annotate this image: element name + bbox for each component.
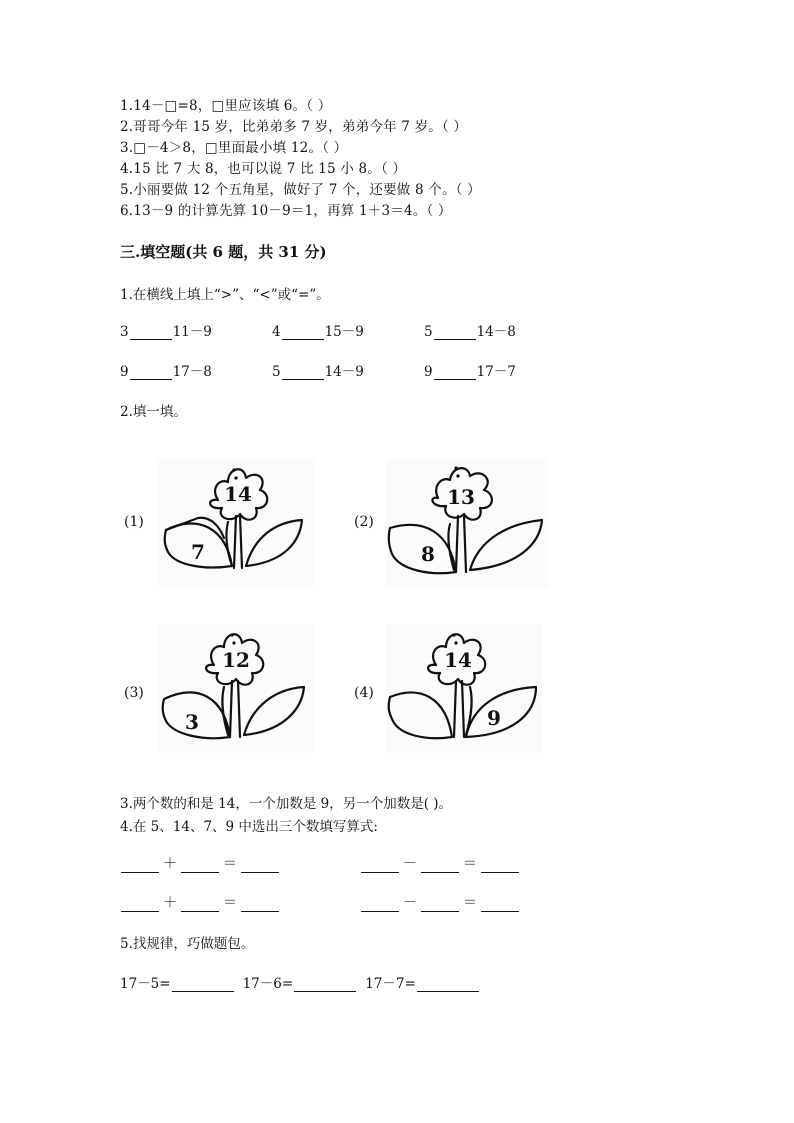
compare-right: 15－9 bbox=[324, 324, 364, 340]
compare-item-5 bbox=[272, 360, 364, 380]
tf-question-4: 4.15 比 7 大 8，也可以说 7 比 15 小 8。（ ） bbox=[120, 161, 407, 177]
answer-blank[interactable] bbox=[241, 897, 279, 912]
q2-title: 2.填一填。 bbox=[120, 404, 187, 420]
equation-plus-1 bbox=[120, 853, 280, 873]
pattern-item-1 bbox=[120, 972, 235, 992]
compare-right: 11－9 bbox=[172, 324, 212, 340]
flower-label-3: (3) bbox=[124, 685, 144, 701]
answer-blank[interactable] bbox=[241, 858, 279, 873]
flower-top-number: 13 bbox=[447, 485, 475, 509]
pattern-row bbox=[120, 972, 488, 992]
answer-blank[interactable] bbox=[294, 977, 356, 992]
answer-blank[interactable] bbox=[434, 325, 476, 340]
flower-top-number: 14 bbox=[444, 648, 472, 672]
equals-sign: ＝ bbox=[223, 856, 237, 872]
tf-question-3: 3.□－4＞8，□里面最小填 12。（ ） bbox=[120, 140, 348, 156]
equals-sign: ＝ bbox=[463, 856, 477, 872]
minus-sign: － bbox=[403, 895, 417, 911]
section-title: 三.填空题(共 6 题，共 31 分) bbox=[120, 243, 327, 261]
compare-left: 9 bbox=[120, 364, 129, 380]
answer-blank[interactable] bbox=[481, 897, 519, 912]
minus-sign: － bbox=[403, 856, 417, 872]
pattern-expression: 17－5= bbox=[120, 976, 171, 992]
pattern-item-2 bbox=[243, 972, 358, 992]
q3-text: 3.两个数的和是 14，一个加数是 9，另一个加数是( )。 bbox=[120, 796, 453, 812]
compare-right: 14－9 bbox=[324, 364, 364, 380]
compare-item-1 bbox=[120, 320, 212, 340]
answer-blank[interactable] bbox=[421, 858, 459, 873]
compare-item-4 bbox=[120, 360, 212, 380]
plus-sign: ＋ bbox=[163, 856, 177, 872]
equals-sign: ＝ bbox=[463, 895, 477, 911]
compare-left: 9 bbox=[424, 364, 433, 380]
compare-right: 17－7 bbox=[476, 364, 516, 380]
flower-picture-1 bbox=[158, 458, 314, 586]
flower-picture-4 bbox=[386, 625, 542, 753]
q4-title: 4.在 5、14、7、9 中选出三个数填写算式: bbox=[120, 819, 378, 835]
compare-left: 3 bbox=[120, 324, 129, 340]
flower-top-number: 12 bbox=[222, 648, 250, 672]
flower-leaf-number: 9 bbox=[487, 706, 501, 730]
compare-item-2 bbox=[272, 320, 364, 340]
answer-blank[interactable] bbox=[481, 858, 519, 873]
answer-blank[interactable] bbox=[282, 365, 324, 380]
compare-left: 5 bbox=[272, 364, 281, 380]
tf-question-6: 6.13－9 的计算先算 10－9＝1，再算 1＋3＝4。（ ） bbox=[120, 203, 452, 219]
flower-leaf-number: 8 bbox=[421, 542, 435, 566]
compare-item-3 bbox=[424, 320, 516, 340]
answer-blank[interactable] bbox=[121, 897, 159, 912]
pattern-item-3 bbox=[365, 972, 480, 992]
answer-blank[interactable] bbox=[181, 897, 219, 912]
plus-sign: ＋ bbox=[163, 895, 177, 911]
flower-picture-3 bbox=[158, 625, 314, 753]
pattern-expression: 17－7= bbox=[365, 976, 416, 992]
flower-leaf-number: 7 bbox=[191, 540, 205, 564]
compare-right: 14－8 bbox=[476, 324, 516, 340]
answer-blank[interactable] bbox=[361, 858, 399, 873]
flower-leaf-number: 3 bbox=[185, 710, 199, 734]
equation-minus-2 bbox=[360, 892, 520, 912]
tf-question-5: 5.小丽要做 12 个五角星，做好了 7 个，还要做 8 个。（ ） bbox=[120, 182, 481, 198]
answer-blank[interactable] bbox=[434, 365, 476, 380]
compare-left: 4 bbox=[272, 324, 281, 340]
flower-top-number: 14 bbox=[224, 482, 252, 506]
answer-blank[interactable] bbox=[282, 325, 324, 340]
flower-picture-2 bbox=[386, 458, 548, 588]
answer-blank[interactable] bbox=[361, 897, 399, 912]
flower-label-4: (4) bbox=[354, 685, 374, 701]
tf-question-2: 2.哥哥今年 15 岁，比弟弟多 7 岁，弟弟今年 7 岁。（ ） bbox=[120, 119, 468, 135]
compare-right: 17－8 bbox=[172, 364, 212, 380]
q5-title: 5.找规律，巧做题包。 bbox=[120, 936, 255, 952]
answer-blank[interactable] bbox=[181, 858, 219, 873]
answer-blank[interactable] bbox=[130, 325, 172, 340]
flower-label-1: (1) bbox=[124, 514, 144, 530]
flower-label-2: (2) bbox=[354, 514, 374, 530]
answer-blank[interactable] bbox=[421, 897, 459, 912]
pattern-expression: 17－6= bbox=[242, 976, 294, 992]
compare-item-6 bbox=[424, 360, 516, 380]
equation-minus-1 bbox=[360, 853, 520, 873]
equation-plus-2 bbox=[120, 892, 280, 912]
tf-question-1: 1.14－□=8，□里应该填 6。（ ） bbox=[120, 98, 332, 114]
compare-left: 5 bbox=[424, 324, 433, 340]
equals-sign: ＝ bbox=[223, 895, 237, 911]
answer-blank[interactable] bbox=[417, 977, 479, 992]
answer-blank[interactable] bbox=[121, 858, 159, 873]
answer-blank[interactable] bbox=[172, 977, 234, 992]
q1-title: 1.在横线上填上“>”、“<”或“=”。 bbox=[120, 287, 330, 303]
answer-blank[interactable] bbox=[130, 365, 172, 380]
